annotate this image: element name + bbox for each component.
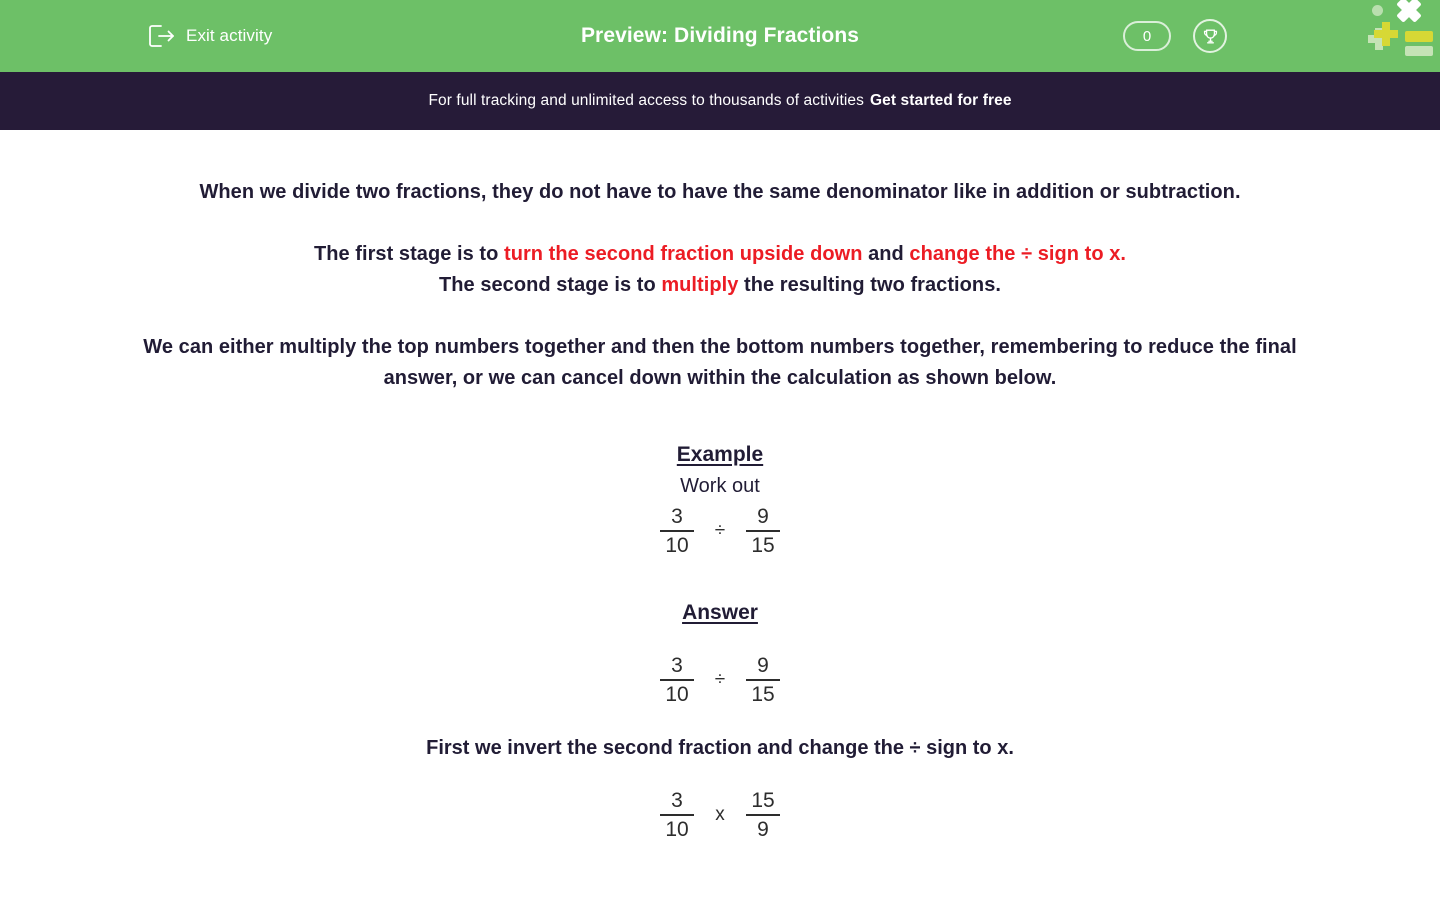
stage1-prefix: The first stage is to <box>313 243 504 265</box>
stage2-highlight: multiply <box>661 274 739 296</box>
inverted-expression <box>72 790 1368 840</box>
numerator: 9 <box>757 505 769 528</box>
example-heading: Example <box>676 443 764 466</box>
score-value: 0 <box>1142 27 1152 45</box>
fraction-left <box>660 506 694 556</box>
fraction-right <box>746 790 780 840</box>
operator-divide: ÷ <box>714 669 726 690</box>
numerator: 3 <box>671 789 683 812</box>
operator-multiply: x <box>715 804 725 825</box>
lesson-content <box>0 177 1440 840</box>
fraction-right <box>746 506 780 556</box>
get-started-link[interactable]: Get started for free <box>870 92 1012 109</box>
denominator: 9 <box>757 818 769 841</box>
denominator: 10 <box>665 683 689 706</box>
deco-cross-icon <box>1396 0 1422 24</box>
exit-activity-label: Exit activity <box>186 26 273 45</box>
promo-text: For full tracking and unlimited access to thousands of activities <box>428 92 864 109</box>
fraction-right <box>746 655 780 705</box>
stage1-highlight-1: turn the second fraction upside down <box>504 243 863 265</box>
trophy-icon <box>1201 27 1220 46</box>
fraction-left <box>660 655 694 705</box>
answer-heading: Answer <box>682 601 758 624</box>
page-title: Preview: Dividing Fractions <box>580 24 860 47</box>
invert-step-text: First we invert the second fraction and change the ÷ sign to x. <box>426 737 1014 759</box>
denominator: 15 <box>751 683 775 706</box>
denominator: 10 <box>665 534 689 557</box>
top-bar <box>0 0 1440 72</box>
score-badge[interactable] <box>1123 21 1171 51</box>
denominator: 15 <box>751 534 775 557</box>
numerator: 15 <box>751 789 775 812</box>
stage1-highlight-2: change the ÷ sign to x. <box>909 243 1127 265</box>
stage2-suffix: the resulting two fractions. <box>738 274 1001 296</box>
operator-divide: ÷ <box>714 520 726 541</box>
stages-paragraph <box>130 239 1310 301</box>
numerator: 9 <box>757 654 769 677</box>
stage2-prefix: The second stage is to <box>439 274 662 296</box>
topbar-actions <box>1123 19 1227 53</box>
fraction-left <box>660 790 694 840</box>
answer-restate-expression <box>72 655 1368 705</box>
example-expression <box>72 506 1368 556</box>
method-paragraph: We can either multiply the top numbers together and then the bottom numbers together, remembering to reduce the final answer, or we can cancel down within the calculation as shown below. <box>143 336 1297 389</box>
stage1-conjunction: and <box>862 243 910 265</box>
trophy-button[interactable] <box>1193 19 1227 53</box>
numerator: 3 <box>671 654 683 677</box>
numerator: 3 <box>671 505 683 528</box>
denominator: 10 <box>665 818 689 841</box>
promo-banner <box>0 72 1440 130</box>
deco-circle-icon <box>1372 5 1383 16</box>
work-out-label: Work out <box>680 475 760 497</box>
intro-paragraph: When we divide two fractions, they do not have to have the same denominator like in addition or subtraction. <box>199 181 1241 203</box>
